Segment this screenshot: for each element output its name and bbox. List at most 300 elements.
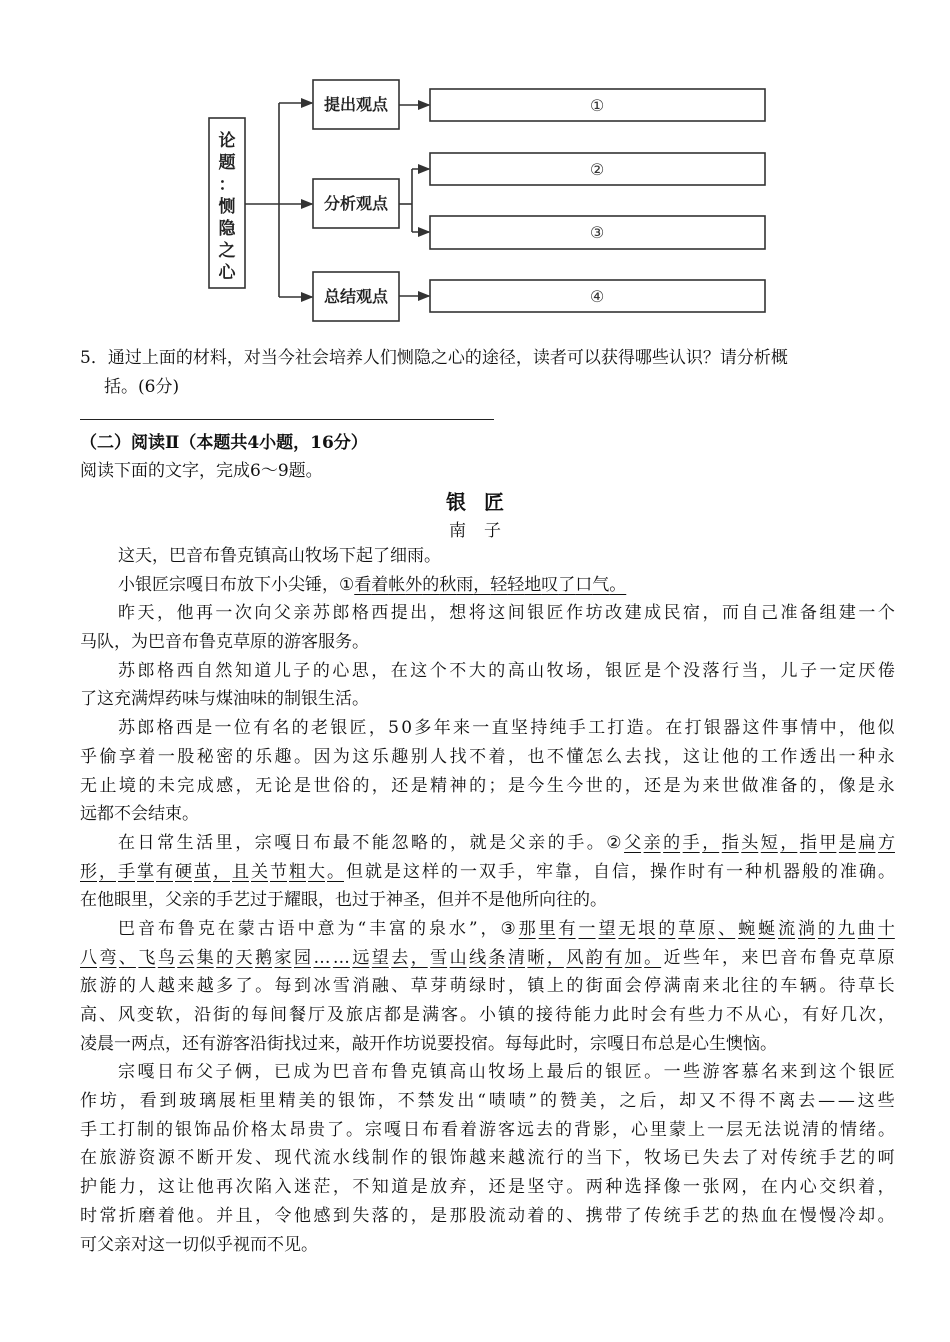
passage-text: ， [322, 574, 339, 595]
passage-text: 神 [449, 775, 467, 796]
passage-text: 永 [877, 746, 895, 767]
passage-text: 草 [858, 976, 876, 997]
passage-text: ， [254, 1062, 272, 1083]
passage-text: 银 [430, 1148, 448, 1169]
passage-text: 直 [491, 718, 509, 739]
passage-text: 越 [507, 1148, 525, 1169]
passage-text: 不 [352, 832, 370, 853]
passage-text: 迷 [293, 1177, 311, 1198]
passage-text: 出 [457, 1091, 475, 1112]
passage-text: 子 [215, 1062, 233, 1083]
topic-char: ： [218, 175, 236, 195]
passage-text: 充 [114, 689, 131, 710]
passage-text: 冷 [838, 1205, 856, 1226]
passage-text: 鲁 [819, 947, 837, 968]
passage-text: 天 [135, 546, 152, 566]
passage-text: 见 [284, 1234, 301, 1255]
passage-text: 。 [877, 1205, 895, 1226]
underlined-text: 八 [80, 947, 97, 968]
underlined-text: 。 [327, 861, 344, 882]
passage-text: 。 [301, 1234, 318, 1255]
underlined-text: 叹 [541, 574, 559, 595]
underlined-text: ， [410, 947, 428, 968]
passage-text: ， [878, 1005, 895, 1025]
passage-text: 煤 [216, 689, 233, 710]
passage-line [80, 1202, 895, 1231]
passage-text: 人 [138, 976, 156, 997]
passage-text: 一 [472, 718, 490, 739]
underlined-text: 鹅 [255, 947, 273, 968]
passage-text: 秘 [196, 746, 214, 767]
passage-text: 山 [468, 1062, 486, 1083]
passage-text: 大 [468, 660, 486, 681]
passage-text: 镇 [254, 546, 271, 566]
passage-text: 在 [760, 1177, 778, 1198]
passage-text: 无 [255, 775, 273, 796]
passage-text: 作 [386, 1033, 403, 1054]
underlined-text: 着 [371, 574, 389, 595]
passage-text: 制 [137, 1119, 154, 1140]
passage-text: 嘎 [274, 832, 292, 853]
passage-text: 宗 [590, 1033, 607, 1054]
passage-line [80, 599, 895, 628]
underlined-text: 甲 [819, 832, 837, 853]
passage-text: 的 [118, 976, 136, 997]
passage-text: 来 [702, 775, 720, 796]
passage-text: 的 [821, 861, 838, 882]
passage-text: 尖 [288, 574, 305, 595]
passage-text: 的 [291, 718, 309, 739]
passage-text: 令 [274, 1205, 292, 1226]
passage-text: 懂 [566, 746, 584, 767]
passage-text: 这 [157, 1177, 175, 1198]
passage-text: 切 [182, 1234, 199, 1255]
article-author: 南子 [449, 521, 519, 541]
passage-text: 永 [877, 775, 895, 796]
passage-text: 客 [498, 1119, 515, 1140]
passage-text: 坊 [585, 603, 603, 624]
passage-text: 巴 [760, 947, 778, 968]
passage-text: 并 [216, 1205, 234, 1226]
passage-text: 上 [688, 1119, 705, 1140]
question-5-text-cont: 括。(6分) [104, 377, 180, 397]
passage-text: 乎 [216, 1234, 233, 1255]
passage-text: 流 [488, 1205, 506, 1226]
passage-text: 活 [335, 689, 352, 710]
passage-text: 也 [527, 746, 545, 767]
passage-text: ， [507, 976, 525, 997]
passage-text: 游 [216, 1033, 233, 1054]
passage-text: 多 [414, 718, 432, 739]
passage-text: 慕 [741, 1062, 759, 1083]
passage-text: 无 [80, 775, 97, 796]
underlined-text: 亲 [643, 832, 661, 853]
passage-text: 的 [858, 1148, 876, 1169]
passage-text: ， [332, 1177, 350, 1198]
passage-text: 但 [346, 861, 363, 882]
passage-text: 找 [644, 746, 662, 767]
passage-text: 他 [293, 1205, 311, 1226]
passage-text: 似 [199, 1234, 216, 1255]
passage-text: 总 [658, 1033, 675, 1054]
passage-text: 布 [220, 574, 237, 595]
passage-text: 沿 [194, 1005, 211, 1025]
passage-text: 让 [177, 1177, 195, 1198]
passage-text: 慢 [799, 1205, 817, 1226]
passage-text: 能 [371, 832, 389, 853]
passage-text: 一 [819, 660, 837, 681]
passage-text: 镇 [527, 976, 545, 997]
passage-text: 软 [156, 1005, 173, 1025]
passage-text: 匠 [877, 1062, 895, 1083]
underlined-text: ， [546, 947, 564, 968]
passage-text: 的 [138, 775, 156, 796]
passage-text: 境 [118, 775, 136, 796]
passage-text: 着 [527, 1205, 545, 1226]
passage-text: 的 [821, 1119, 838, 1140]
passage-text: 客 [233, 1033, 250, 1054]
section-instruction: 阅读下面的文字，完成6～9题。 [80, 461, 323, 481]
passage-text: 父 [508, 832, 526, 853]
passage-text: 厌 [858, 660, 876, 681]
passage-text: 透 [799, 746, 817, 767]
passage-text: 牧 [644, 1148, 662, 1169]
passage-line [80, 886, 895, 915]
passage-text: 这 [410, 660, 428, 681]
passage-text: 知 [371, 1177, 389, 1198]
passage-text: 贵 [308, 1119, 325, 1140]
passage-text: 过 [250, 890, 267, 911]
passage-text: 水 [332, 1148, 350, 1169]
passage-line [80, 1173, 895, 1202]
passage-text: 情 [840, 1119, 857, 1140]
passage-text: 品 [213, 1119, 230, 1140]
passage-text: 些 [683, 1062, 701, 1083]
passage-text: 时 [488, 976, 506, 997]
passage-text: 一 [663, 1062, 681, 1083]
passage-text: 里 [215, 832, 233, 853]
underlined-text: 的 [658, 918, 676, 939]
passage-text: 巴 [332, 1062, 350, 1083]
passage-text: 他 [97, 890, 114, 911]
passage-text: 些 [688, 1005, 705, 1025]
passage-text: 此 [612, 1005, 629, 1025]
passage-text: 场 [322, 546, 339, 566]
passage-text: 牧 [305, 546, 322, 566]
passage-text: 道 [254, 660, 272, 681]
passage-text: 及 [327, 1005, 344, 1025]
passage-text: 乐 [371, 746, 389, 767]
passage-text: 时 [80, 1205, 97, 1226]
passage-text: 开 [216, 1148, 234, 1169]
underlined-text: 形 [80, 861, 97, 882]
passage-text: 失 [352, 1205, 370, 1226]
passage-text: 发 [235, 1148, 253, 1169]
passage-text: ， [624, 1148, 642, 1169]
passage-text: 坊 [403, 1033, 420, 1054]
underlined-text: 鸟 [157, 947, 175, 968]
underlined-text: 蜿 [738, 918, 756, 939]
passage-text: 原 [877, 947, 895, 968]
passage-text: 格 [156, 718, 174, 739]
underlined-text: 天 [235, 947, 253, 968]
passage-text: 靠 [555, 861, 572, 882]
passage-text: 小 [118, 574, 135, 595]
argument-structure-diagram [0, 0, 950, 340]
passage-text: 网 [721, 1177, 739, 1198]
passage-text: 组 [819, 603, 837, 624]
passage-text: 已 [273, 1062, 291, 1083]
passage-text: 力 [118, 1177, 136, 1198]
passage-text: 上 [546, 976, 564, 997]
passage-text: 内 [780, 1177, 798, 1198]
passage-text: 手 [216, 890, 233, 911]
passage-text: ， [624, 775, 642, 796]
passage-text: 视 [233, 1234, 250, 1255]
passage-text: 味 [182, 689, 199, 710]
topic-char: 论 [218, 131, 236, 151]
passage-text: — [818, 1091, 836, 1112]
passage-text: 一 [165, 1234, 182, 1255]
passage-text: 在 [780, 1205, 798, 1226]
passage-text: 厅 [308, 1005, 325, 1025]
passage-text: 银 [858, 1062, 876, 1083]
passage-text: 成 [196, 775, 214, 796]
passage-text: 。 [196, 1205, 214, 1226]
passage-text: 交 [819, 1177, 837, 1198]
passage-text: 着 [460, 1119, 477, 1140]
passage-text: 的 [488, 660, 506, 681]
passage-line [80, 1030, 895, 1059]
underlined-text: 关 [251, 861, 268, 882]
passage-text: 的 [352, 775, 370, 796]
passage-text: 蒙 [669, 1119, 686, 1140]
passage-text: 个 [663, 660, 681, 681]
passage-text: 可 [80, 1234, 97, 1255]
passage-text: 不 [469, 746, 487, 767]
passage-text: 不 [177, 1148, 195, 1169]
passage-text: 股 [469, 1205, 487, 1226]
passage-text: 统 [799, 1148, 817, 1169]
passage-text: 下 [254, 574, 271, 595]
passage-text: 坚 [510, 718, 528, 739]
passage-text: 了 [624, 1205, 642, 1226]
passage-text: 又 [698, 1091, 716, 1112]
passage-text: 手 [568, 718, 586, 739]
passage-text: 的 [555, 1119, 572, 1140]
passage-text: 赞 [559, 1091, 577, 1112]
underlined-text: 。 [609, 574, 627, 595]
passage-text: 小 [271, 574, 288, 595]
passage-text: 行 [722, 660, 740, 681]
passage-text: ③ [500, 918, 516, 939]
passage-text: 耀 [284, 890, 301, 911]
passage-text: 间 [270, 1005, 287, 1025]
passage-text: ， [783, 1005, 800, 1025]
passage-text: 人 [430, 746, 448, 767]
passage-text: 饰 [358, 1091, 376, 1112]
passage-text: 的 [540, 1091, 558, 1112]
underlined-text: 。 [644, 947, 662, 968]
passage-text: 看 [441, 1119, 458, 1140]
passage-text: ， [838, 718, 856, 739]
passage-text: 器 [783, 861, 800, 882]
passage-text: 生 [546, 775, 564, 796]
underlined-text: 淌 [798, 918, 816, 939]
passage-line [80, 1001, 895, 1030]
passage-text: 止 [99, 775, 117, 796]
passage-text: 这 [97, 689, 114, 710]
passage-text: 小 [479, 1005, 496, 1025]
passage-text: 服 [318, 632, 335, 653]
passage-text: 药 [165, 689, 182, 710]
passage-text: 的 [566, 1148, 584, 1169]
passage-text: 投 [454, 1033, 471, 1054]
passage-text: 思 [351, 660, 369, 681]
passage-text: 选 [624, 1177, 642, 1198]
underlined-text: 山 [449, 947, 467, 968]
passage-line [80, 685, 895, 714]
passage-text: 发 [437, 1091, 455, 1112]
passage-text: 。 [878, 861, 895, 882]
passage-text: ， [585, 660, 603, 681]
passage-text: 是 [293, 775, 311, 796]
passage-text: ， [631, 861, 648, 882]
passage-text: ， [371, 660, 389, 681]
passage-text: 克 [237, 546, 254, 566]
passage-text: 磨 [138, 1205, 156, 1226]
passage-text: 说 [783, 1119, 800, 1140]
passage-text: 。 [424, 546, 441, 566]
passage-text: 不 [471, 890, 488, 911]
passage-text: 每 [505, 1033, 522, 1054]
underlined-text: 且 [232, 861, 249, 882]
passage-text: 为 [131, 632, 148, 653]
passage-text: 嘎 [137, 1062, 155, 1083]
underlined-text: 轻 [507, 574, 525, 595]
passage-text: 高 [449, 1062, 467, 1083]
passage-text: 的 [391, 1205, 409, 1226]
passage-text: 银 [605, 660, 623, 681]
passage-text: 成 [293, 1062, 311, 1083]
passage-text: 银 [703, 718, 721, 739]
passage-text: 辆 [799, 976, 817, 997]
passage-text: 这 [118, 546, 135, 566]
passage-text: 宿 [471, 1033, 488, 1054]
article-title: 银匠 [446, 490, 522, 514]
passage-text: 道 [391, 1177, 409, 1198]
passage-text: 懊 [726, 1033, 743, 1054]
passage-text: 常 [157, 832, 175, 853]
passage-text: 鲁 [220, 546, 237, 566]
passage-text: 艺 [702, 1205, 720, 1226]
passage-text: 银 [175, 1119, 192, 1140]
passage-text: 有 [669, 1005, 686, 1025]
passage-text: 眼 [114, 890, 131, 911]
underlined-text: 条 [488, 947, 506, 968]
passage-text: 手 [80, 1119, 97, 1140]
passage-text: 的 [267, 689, 284, 710]
passage-text: 作 [391, 1148, 409, 1169]
passage-text: 的 [721, 1205, 739, 1226]
passage-text: 不 [449, 660, 467, 681]
passage-text: ， [663, 746, 681, 767]
passage-text: 。 [293, 746, 311, 767]
passage-text: 银 [605, 1062, 623, 1083]
passage-text: 天 [137, 603, 155, 624]
underlined-text: 气 [592, 574, 610, 595]
passage-text: 定 [838, 660, 856, 681]
passage-text: 镇 [498, 1005, 515, 1025]
passage-text: 时 [556, 1033, 573, 1054]
passage-text: 这 [819, 1062, 837, 1083]
passage-text: 影 [593, 1119, 610, 1140]
passage-text: 种 [858, 746, 876, 767]
passage-text: 匠 [546, 603, 564, 624]
passage-text: 过 [352, 890, 369, 911]
passage-text: 是 [644, 660, 662, 681]
passage-text: 草 [858, 947, 876, 968]
passage-text: 苏 [118, 660, 135, 681]
stage-label: 提出观点 [323, 95, 389, 114]
passage-text: 一 [726, 861, 743, 882]
passage-text: 日 [137, 832, 155, 853]
passage-text: 马 [80, 632, 97, 653]
underlined-text: 、 [118, 947, 136, 968]
underlined-text: 手 [118, 861, 135, 882]
passage-text: 这 [488, 603, 506, 624]
passage-text: 敲 [352, 1033, 369, 1054]
passage-text: ， [612, 1119, 629, 1140]
passage-text: 因 [313, 746, 331, 767]
passage-text: ” [468, 918, 478, 939]
passage-text: 放 [237, 574, 254, 595]
passage-text: 远 [80, 804, 97, 825]
passage-text: ， [371, 775, 389, 796]
passage-text: 游 [99, 976, 117, 997]
passage-text: 般 [802, 861, 819, 882]
passage-text: 还 [182, 1033, 199, 1054]
passage-line [80, 1116, 895, 1145]
passage-text: ， [318, 890, 335, 911]
passage-text: 银 [527, 603, 545, 624]
passage-text: 艺 [233, 890, 250, 911]
passage-text: ， [119, 1091, 137, 1112]
passage-text: ， [368, 718, 386, 739]
passage-text: 俗 [332, 775, 350, 796]
underlined-text: 望 [371, 947, 389, 968]
passage-text: 他 [176, 603, 194, 624]
underlined-text: 里 [538, 918, 556, 939]
passage-text: 高 [80, 1005, 97, 1025]
passage-text: 。 [645, 718, 663, 739]
passage-text: 雨 [407, 546, 424, 566]
passage-text: 像 [838, 775, 856, 796]
passage-text: 这 [148, 1234, 165, 1255]
passage-text: 宗 [365, 1119, 382, 1140]
passage-text: 恼 [743, 1033, 760, 1054]
passage-text: 此 [539, 1033, 556, 1054]
passage-text: 每 [251, 1005, 268, 1025]
passage-text: 泉 [428, 918, 446, 939]
passage-text: 。 [590, 890, 607, 911]
passage-text: 街 [267, 1033, 284, 1054]
passage-text: 在 [217, 918, 235, 939]
passage-text: 准 [840, 861, 857, 882]
passage-text: 一 [838, 746, 856, 767]
passage-text: 匠 [624, 660, 642, 681]
passage-text: 他 [196, 1177, 214, 1198]
